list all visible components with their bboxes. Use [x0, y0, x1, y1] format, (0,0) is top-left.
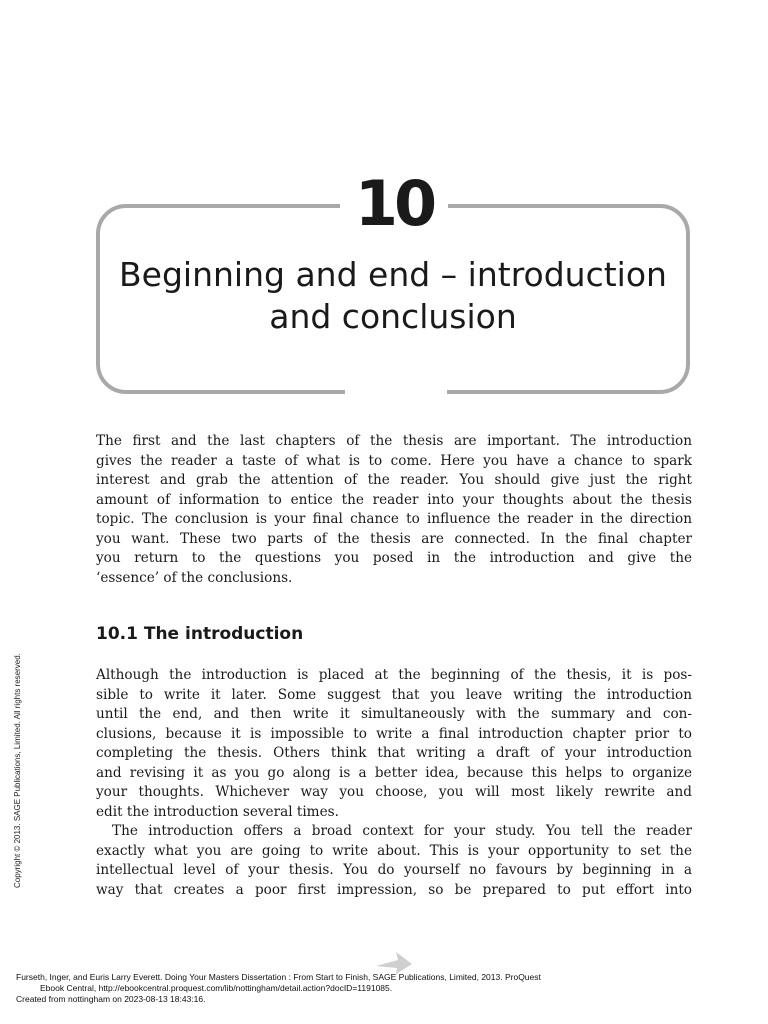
text-line: sible to write it later. Some suggest that you leave writing the introduction [96, 686, 692, 703]
text-line: The first and the last chapters of the thesis are important. The introduction [96, 433, 692, 449]
text-line: interest and grab the attention of the reader. You should give just the right [96, 472, 692, 488]
footer-line-2: Ebook Central, http://ebookcentral.proquest.com/lib/nottingham/detail.action?docID=1191085. [40, 983, 393, 993]
text-line: The introduction offers a broad context for your study. You tell the reader [112, 823, 692, 839]
text-line: Although the introduction is placed at the beginning of the thesis, it is pos- [96, 667, 692, 683]
text-line: ‘essence’ of the conclusions. [96, 569, 293, 586]
section-paragraph-2 [96, 822, 692, 900]
text-line: your thoughts. Whichever way you choose, you will most likely rewrite and [96, 784, 692, 800]
text-line: you return to the questions you posed in the introduction and give the [96, 550, 692, 566]
chapter-title-line-1: Beginning and end – introduction [119, 255, 667, 294]
text-line: completing the thesis. Others think that writing a draft of your introduction [96, 745, 692, 761]
text-line: clusions, because it is impossible to write a final introduction chapter prior to [96, 725, 692, 742]
text-line: until the end, and then write it simultaneously with the summary and con- [96, 706, 692, 722]
side-copyright-notice: Copyright © 2013. SAGE Publications, Limited. All rights reserved. [13, 653, 22, 888]
chapter-number: 10 [354, 167, 434, 240]
chapter-title [110, 254, 676, 338]
text-line: gives the reader a taste of what is to come. Here you have a chance to spark [96, 452, 692, 469]
section-paragraph-1 [96, 666, 692, 822]
citation-footer [16, 972, 541, 1005]
footer-line-3: Created from nottingham on 2023-08-13 18:43:16. [16, 994, 206, 1004]
text-line: edit the introduction several times. [96, 803, 339, 820]
text-line: intellectual level of your thesis. You do yourself no favours by beginning in a [96, 862, 692, 878]
text-line: topic. The conclusion is your final chance to influence the reader in the direction [96, 511, 692, 527]
text-line: and revising it as you go along is a better idea, because this helps to organize [96, 764, 692, 781]
frame-gap-bottom [345, 386, 447, 402]
text-line: way that creates a poor first impression, so be prepared to put effort into [96, 881, 692, 898]
text-line: exactly what you are going to write about. This is your opportunity to set the [96, 842, 692, 859]
text-line: amount of information to entice the reader into your thoughts about the thesis [96, 491, 692, 508]
section-heading: 10.1 The introduction [96, 624, 304, 644]
text-line: you want. These two parts of the thesis are connected. In the final chapter [96, 530, 692, 547]
footer-line-1: Furseth, Inger, and Euris Larry Everett. Doing Your Masters Dissertation : From Start to Finish, SAGE Publications, Limited, 2013. ProQuest [16, 972, 541, 982]
intro-paragraph [96, 432, 692, 588]
chapter-title-line-2: and conclusion [269, 297, 517, 336]
